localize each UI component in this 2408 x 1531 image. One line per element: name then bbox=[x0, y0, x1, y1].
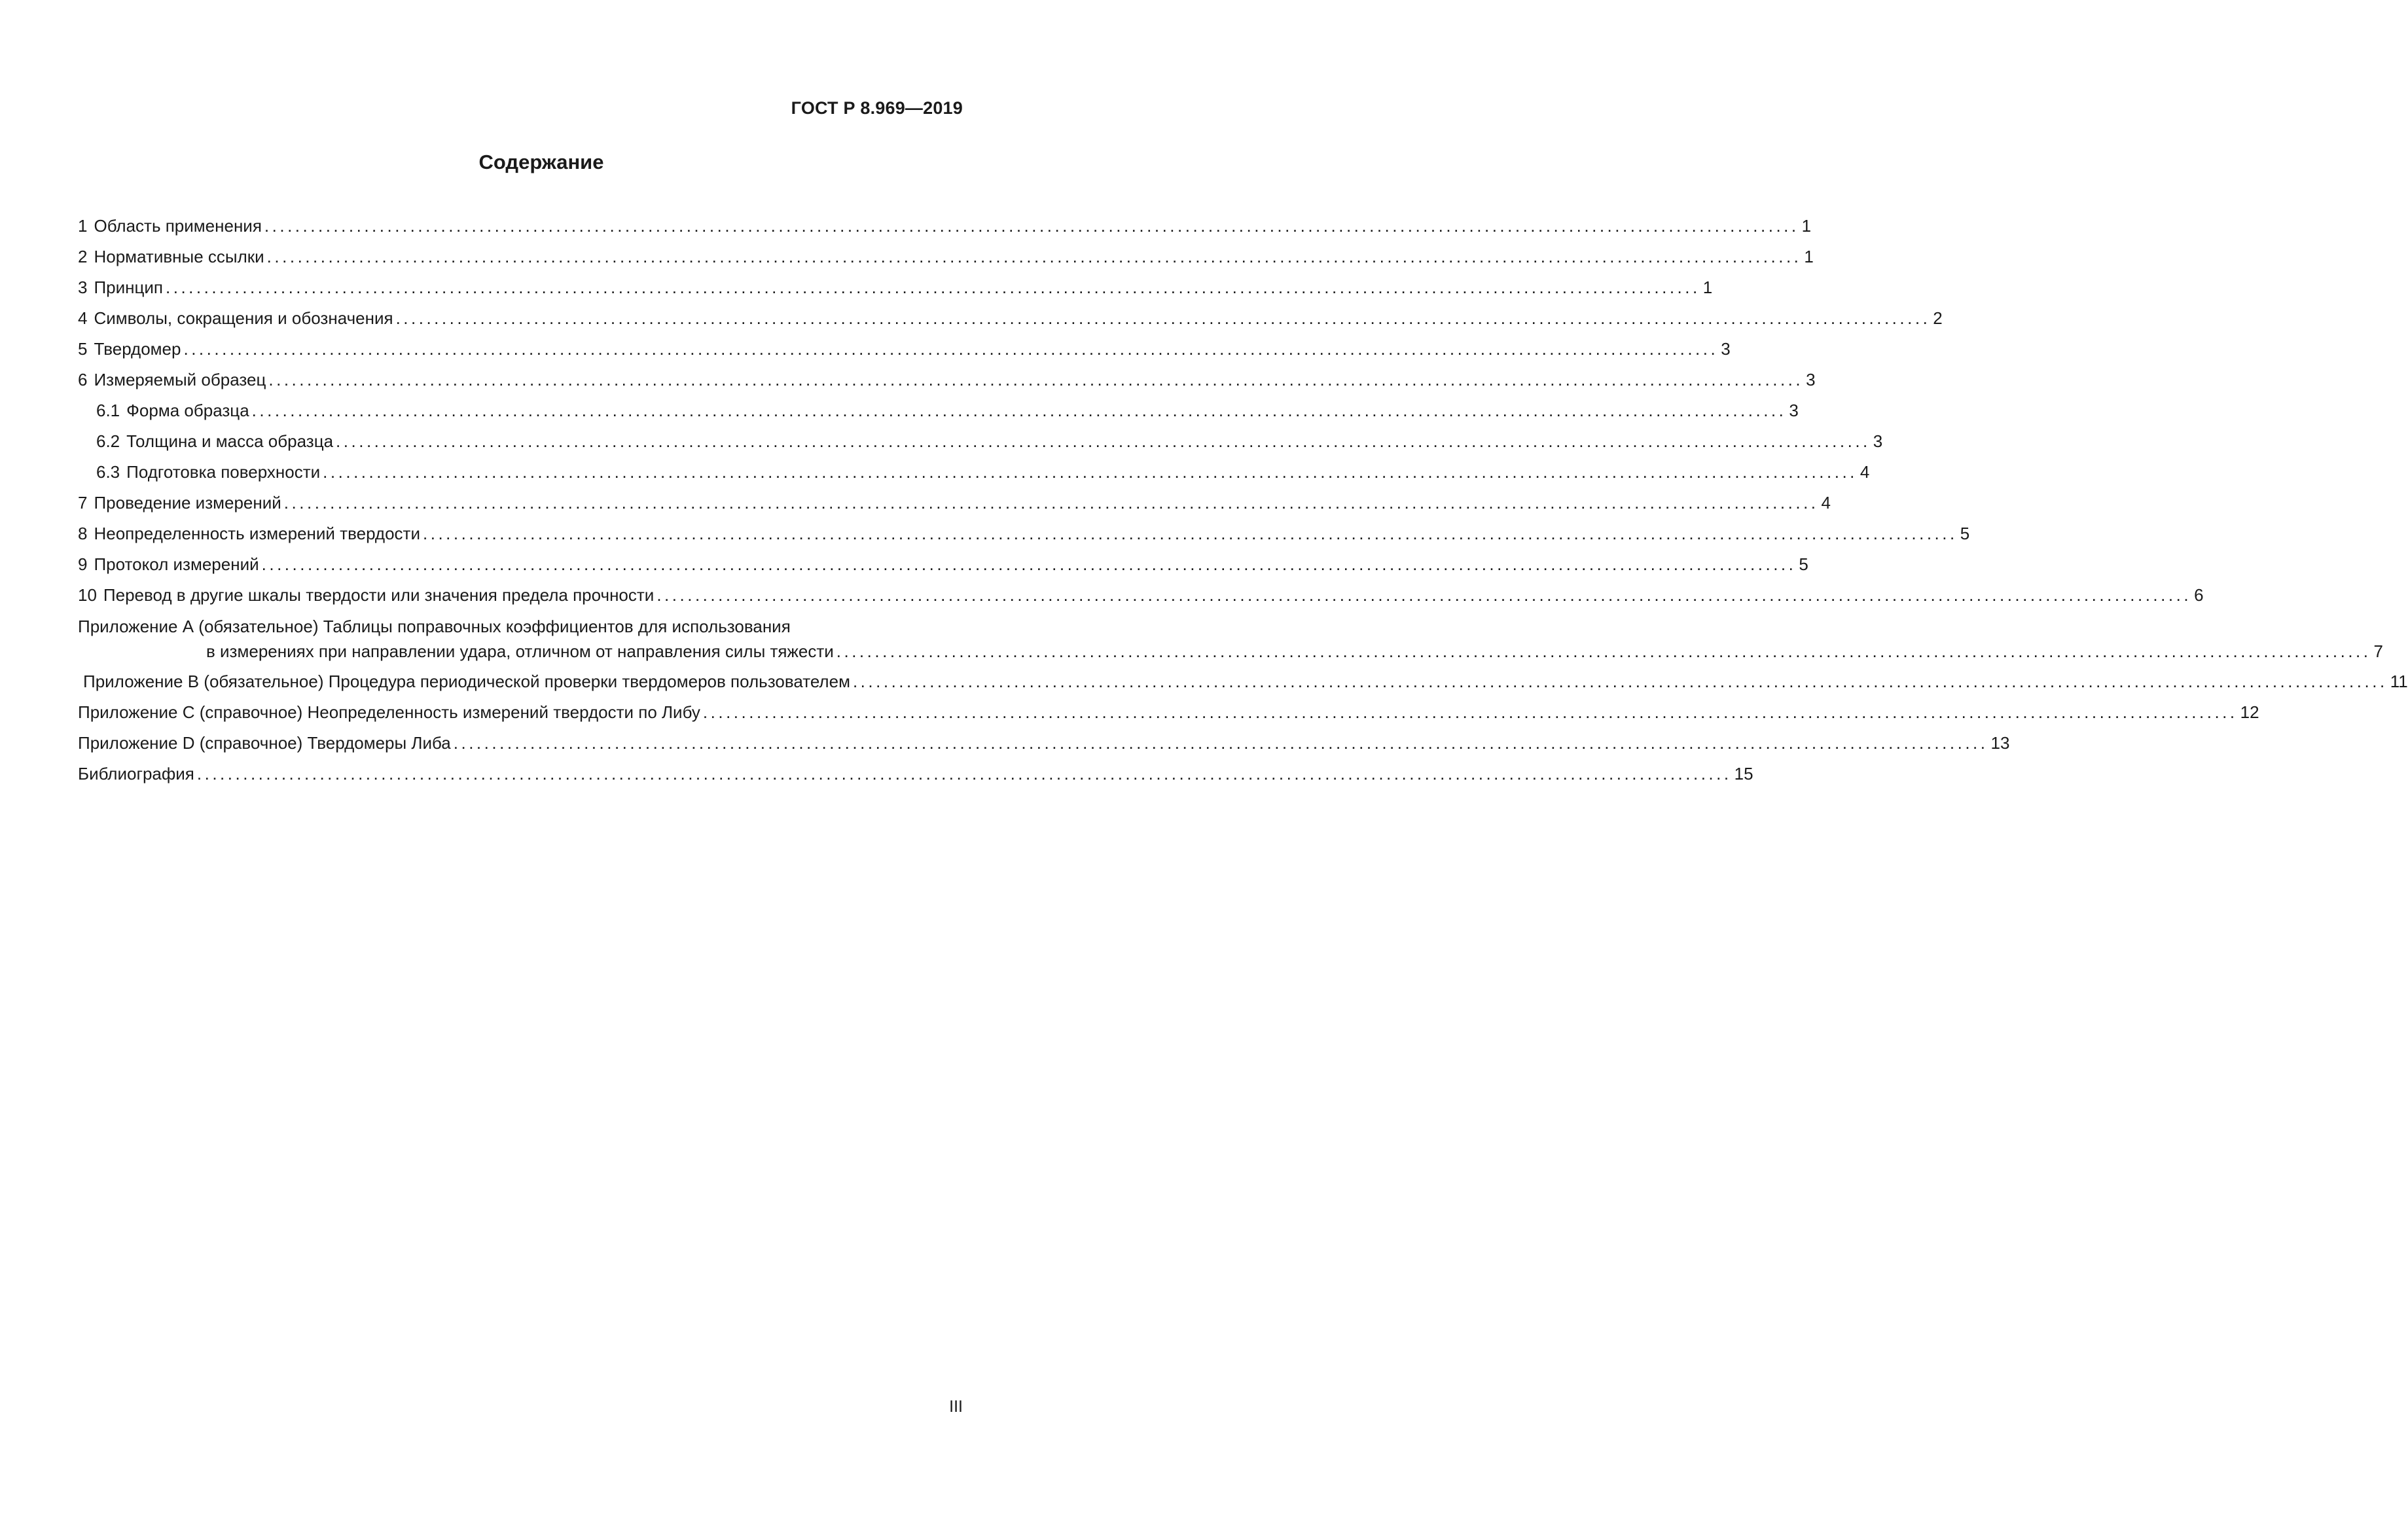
toc-entry-number: 10 bbox=[78, 585, 97, 605]
toc-entry-number: 6 bbox=[78, 370, 88, 389]
toc-entry-7[interactable] bbox=[78, 488, 1831, 518]
toc-entry-page: 6 bbox=[2194, 585, 2204, 605]
toc-leader-dots: ........................................................................................................................................................................................................ bbox=[702, 702, 2238, 722]
toc-entry-page: 1 bbox=[1801, 216, 1812, 236]
toc-entry-title: Проведение измерений bbox=[94, 493, 281, 513]
toc-entry-page: 15 bbox=[1734, 764, 1753, 784]
toc-entry-title: в измерениях при направлении удара, отличном от направления силы тяжести bbox=[206, 641, 834, 661]
page-number: III bbox=[949, 1397, 963, 1416]
toc-leader-dots: ........................................................................................................................................................................................................ bbox=[266, 247, 1802, 266]
toc-entry-5[interactable] bbox=[78, 334, 1731, 365]
toc-leader-dots: ........................................................................................................................................................................................................ bbox=[836, 641, 2371, 661]
toc-bibliography[interactable] bbox=[78, 759, 1753, 789]
toc-entry-page: 3 bbox=[1806, 370, 1816, 389]
toc-entry-number: 8 bbox=[78, 524, 88, 543]
toc-leader-dots: ........................................................................................................................................................................................................ bbox=[264, 216, 1799, 236]
toc-appendix-c[interactable] bbox=[78, 697, 2259, 728]
toc-entry-8[interactable] bbox=[78, 518, 1970, 549]
table-of-contents bbox=[78, 211, 2408, 789]
toc-entry-page: 5 bbox=[1799, 554, 1808, 574]
toc-entry-page: 1 bbox=[1804, 247, 1814, 266]
toc-entry-4[interactable] bbox=[78, 303, 1943, 334]
toc-entry-number: 5 bbox=[78, 339, 88, 359]
toc-entry-page: 3 bbox=[1721, 339, 1731, 359]
toc-leader-dots: ........................................................................................................................................................................................................ bbox=[395, 308, 1931, 328]
toc-entry-page: 7 bbox=[2373, 641, 2383, 661]
toc-title: Содержание bbox=[478, 151, 604, 173]
document-code: ГОСТ Р 8.969—2019 bbox=[791, 98, 963, 118]
toc-entry-number: 4 bbox=[78, 308, 88, 328]
toc-entry-title: Протокол измерений bbox=[94, 554, 259, 574]
toc-entry-page: 4 bbox=[1860, 462, 1870, 482]
toc-entry-number: 6.2 bbox=[96, 431, 120, 451]
toc-leader-dots: ........................................................................................................................................................................................................ bbox=[453, 733, 1988, 753]
toc-entry-title: Нормативные ссылки bbox=[94, 247, 264, 266]
toc-entry-1[interactable] bbox=[78, 211, 1812, 242]
toc-entry-number: 6.1 bbox=[96, 401, 120, 420]
toc-leader-dots: ........................................................................................................................................................................................................ bbox=[283, 493, 1819, 513]
toc-entry-page: 1 bbox=[1702, 278, 1713, 297]
toc-leader-dots: ........................................................................................................................................................................................................ bbox=[261, 554, 1797, 574]
toc-entry-6-1[interactable] bbox=[78, 395, 1799, 426]
toc-entry-3[interactable] bbox=[78, 272, 1713, 303]
toc-leader-dots: ........................................................................................................................................................................................................ bbox=[336, 431, 1871, 451]
toc-entry-number: 6.3 bbox=[96, 462, 120, 482]
toc-entry-title: Приложение В (обязательное) Процедура периодической проверки твердомеров пользователем bbox=[83, 672, 850, 691]
toc-entry-page: 3 bbox=[1873, 431, 1883, 451]
toc-entry-number: 2 bbox=[78, 247, 88, 266]
toc-entry-page: 3 bbox=[1789, 401, 1799, 420]
toc-entry-6-3[interactable] bbox=[78, 457, 1870, 488]
toc-entry-page: 13 bbox=[1990, 733, 2010, 753]
toc-entry-title: Перевод в другие шкалы твердости или значения предела прочности bbox=[103, 585, 655, 605]
toc-appendix-a-line1[interactable] bbox=[78, 617, 963, 636]
toc-leader-dots: ........................................................................................................................................................................................................ bbox=[323, 462, 1858, 482]
toc-entry-10[interactable] bbox=[78, 580, 2204, 611]
toc-entry-title: Приложение С (справочное) Неопределенность измерений твердости по Либу bbox=[78, 702, 700, 722]
toc-entry-title: Измеряемый образец bbox=[94, 370, 266, 389]
toc-entry-title: Область применения bbox=[94, 216, 262, 236]
toc-appendix-b[interactable] bbox=[78, 666, 2408, 697]
toc-entry-title: Толщина и масса образца bbox=[126, 431, 334, 451]
toc-entry-page: 4 bbox=[1821, 493, 1831, 513]
toc-entry-number: 3 bbox=[78, 278, 88, 297]
toc-entry-page: 11 bbox=[2390, 672, 2408, 691]
toc-entry-2[interactable] bbox=[78, 242, 1814, 272]
toc-entry-number: 1 bbox=[78, 216, 88, 236]
toc-entry-title: Форма образца bbox=[126, 401, 249, 420]
toc-entry-title: Твердомер bbox=[94, 339, 181, 359]
toc-appendix-d[interactable] bbox=[78, 728, 2010, 759]
toc-entry-page: 5 bbox=[1960, 524, 1970, 543]
toc-entry-page: 12 bbox=[2240, 702, 2259, 722]
toc-leader-dots: ........................................................................................................................................................................................................ bbox=[268, 370, 1804, 389]
toc-entry-title: Приложение А (обязательное) Таблицы поправочных коэффициентов для использования bbox=[78, 617, 791, 636]
toc-leader-dots: ........................................................................................................................................................................................................ bbox=[166, 278, 1700, 297]
toc-leader-dots: ........................................................................................................................................................................................................ bbox=[196, 764, 1732, 784]
toc-entry-title: Неопределенность измерений твердости bbox=[94, 524, 420, 543]
toc-entry-6-2[interactable] bbox=[78, 426, 1883, 457]
toc-entry-number: 7 bbox=[78, 493, 88, 513]
toc-leader-dots: ........................................................................................................................................................................................................ bbox=[656, 585, 2192, 605]
toc-leader-dots: ........................................................................................................................................................................................................ bbox=[423, 524, 1958, 543]
toc-leader-dots: ........................................................................................................................................................................................................ bbox=[852, 672, 2388, 691]
toc-leader-dots: ........................................................................................................................................................................................................ bbox=[251, 401, 1787, 420]
toc-entry-title: Принцип bbox=[94, 278, 163, 297]
toc-entry-title: Подготовка поверхности bbox=[126, 462, 321, 482]
toc-entry-page: 2 bbox=[1933, 308, 1943, 328]
toc-entry-title: Приложение D (справочное) Твердомеры Либа bbox=[78, 733, 451, 753]
toc-leader-dots: ........................................................................................................................................................................................................ bbox=[183, 339, 1719, 359]
toc-entry-9[interactable] bbox=[78, 549, 1808, 580]
toc-entry-title: Библиография bbox=[78, 764, 194, 784]
toc-appendix-a-line2[interactable] bbox=[78, 636, 2383, 666]
toc-entry-title: Символы, сокращения и обозначения bbox=[94, 308, 393, 328]
toc-entry-6[interactable] bbox=[78, 365, 1816, 395]
toc-entry-number: 9 bbox=[78, 554, 88, 574]
